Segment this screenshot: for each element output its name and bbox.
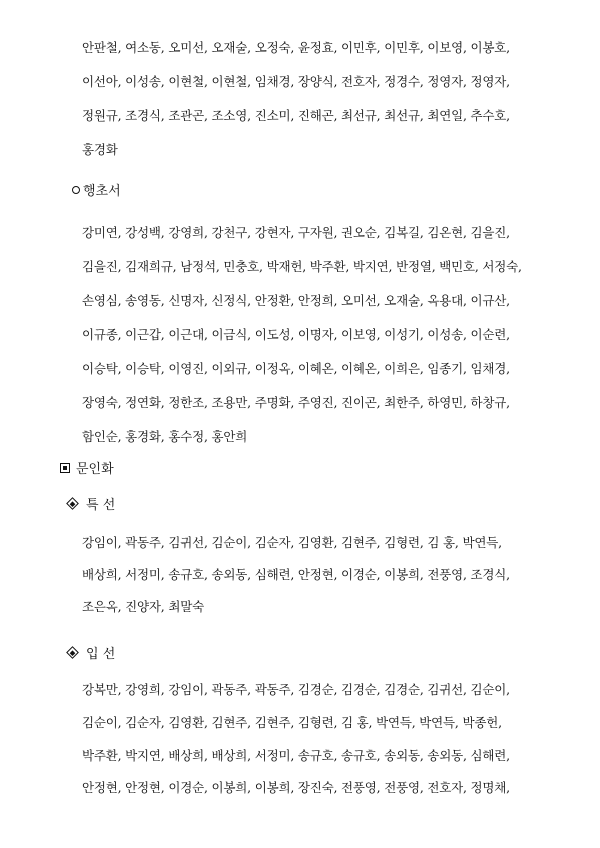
square-bullet-icon (60, 463, 70, 473)
name-list-line: 이선아, 이성송, 이현철, 이현철, 임채경, 장양식, 전호자, 정경수, 정영자, 정영자, (82, 74, 510, 89)
name-list-line: 조은옥, 진양자, 최말숙 (82, 599, 204, 614)
name-list-line: 안판철, 여소동, 오미선, 오재술, 오정숙, 윤정효, 이민후, 이민후, 이보영, 이봉호, (82, 40, 510, 55)
name-list-line: 안정현, 안정현, 이경순, 이봉희, 이봉희, 장진숙, 전풍영, 전풍영, 전호자, 정명채, (82, 780, 510, 795)
diamond-bullet-icon (66, 497, 79, 510)
circle-bullet-icon (72, 186, 80, 194)
section-heading-munin (60, 461, 114, 479)
subsection-title: 입 선 (86, 647, 116, 662)
name-list-line: 손영심, 송영동, 신명자, 신정식, 안정환, 안정희, 오미선, 오재술, 옥용대, 이규산, (82, 293, 510, 308)
section-title: 행초서 (83, 184, 121, 199)
name-list-line: 강미연, 강성백, 강영희, 강천구, 강현자, 구자원, 권오순, 김복길, 김온현, 김을진, (82, 225, 510, 240)
name-list-line: 김을진, 김재희규, 남정석, 민충호, 박재헌, 박주환, 박지연, 반정열, 백민호, 서정숙, (82, 259, 522, 274)
name-list-line: 김순이, 김순자, 김영환, 김현주, 김현주, 김형련, 김 홍, 박연득, 박연득, 박종헌, (82, 715, 502, 730)
name-list-line: 장영숙, 정연화, 정한조, 조용만, 주명화, 주영진, 진이곤, 최한주, 하영민, 하창규, (82, 395, 510, 410)
name-list-line: 박주환, 박지연, 배상희, 배상희, 서정미, 송규호, 송규호, 송외동, 송외동, 심해련, (82, 748, 510, 763)
subsection-title: 특 선 (86, 498, 116, 513)
name-list-line: 함인순, 홍경화, 홍수정, 홍안희 (82, 429, 248, 444)
subsection-heading-ipseon (68, 646, 115, 664)
subsection-heading-teukseon (68, 497, 115, 515)
name-list-line: 강복만, 강영희, 강임이, 곽동주, 곽동주, 김경순, 김경순, 김경순, 김귀선, 김순이, (82, 682, 510, 697)
name-list-line: 홍경화 (82, 142, 118, 157)
name-list-line: 배상희, 서정미, 송규호, 송외동, 심해련, 안정현, 이경순, 이봉희, 전풍영, 조경식, (82, 567, 510, 582)
section-title: 문인화 (76, 462, 114, 477)
name-list-line: 이규종, 이근갑, 이근대, 이금식, 이도성, 이명자, 이보영, 이성기, 이성송, 이순련, (82, 327, 510, 342)
name-list-line: 정원규, 조경식, 조관곤, 조소영, 진소미, 진해곤, 최선규, 최선규, 최연일, 추수호, (82, 108, 510, 123)
name-list-line: 이승탁, 이승탁, 이영진, 이외규, 이정옥, 이혜온, 이혜온, 이희은, 임종기, 임채경, (82, 361, 510, 376)
diamond-bullet-icon (66, 646, 79, 659)
section-heading-haengcho (72, 183, 121, 201)
name-list-line: 강임이, 곽동주, 김귀선, 김순이, 김순자, 김영환, 김현주, 김형련, 김 홍, 박연득, (82, 535, 502, 550)
